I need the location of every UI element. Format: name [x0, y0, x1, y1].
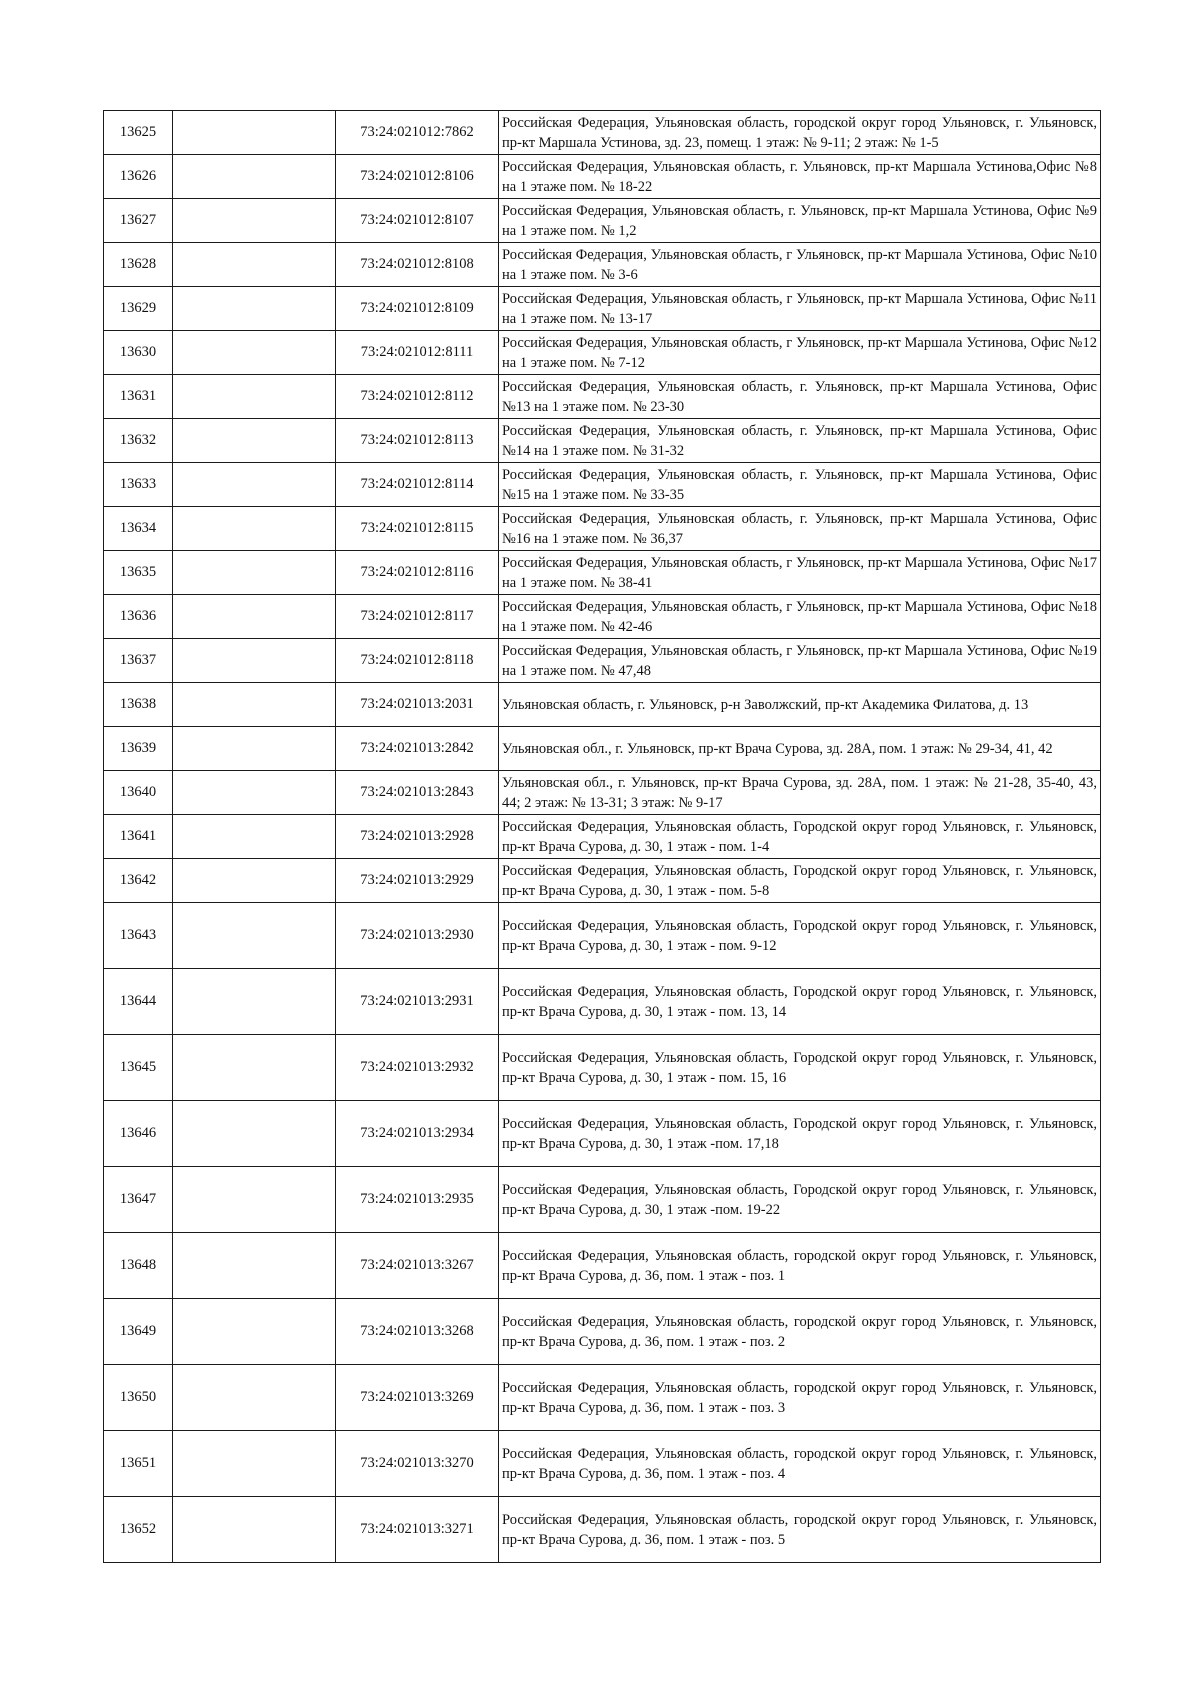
row-number-cell: 13636	[104, 595, 173, 639]
address-cell: Российская Федерация, Ульяновская область, г Ульяновск, пр-кт Маршала Устинова, Офис №19 на 1 этаже пом. № 47,48	[499, 639, 1101, 683]
cadastral-number-cell: 73:24:021012:8107	[336, 199, 499, 243]
address-cell: Ульяновская обл., г. Ульяновск, пр-кт Врача Сурова, зд. 28А, пом. 1 этаж: № 21-28, 35-40, 43, 44; 2 этаж: № 13-31; 3 этаж: № 9-17	[499, 771, 1101, 815]
address-cell: Российская Федерация, Ульяновская область, г Ульяновск, пр-кт Маршала Устинова, Офис №11 на 1 этаже пом. № 13-17	[499, 287, 1101, 331]
row-number-cell: 13652	[104, 1497, 173, 1563]
table-row	[104, 859, 1101, 903]
cadastral-number-cell: 73:24:021012:8109	[336, 287, 499, 331]
cadastral-number-cell: 73:24:021013:3271	[336, 1497, 499, 1563]
cadastral-number-cell: 73:24:021013:2931	[336, 969, 499, 1035]
table-row	[104, 727, 1101, 771]
row-number-cell: 13649	[104, 1299, 173, 1365]
cadastral-number-cell: 73:24:021013:3268	[336, 1299, 499, 1365]
row-number-cell: 13638	[104, 683, 173, 727]
table-row	[104, 969, 1101, 1035]
cadastral-number-cell: 73:24:021012:8108	[336, 243, 499, 287]
empty-cell	[173, 1233, 336, 1299]
empty-cell	[173, 859, 336, 903]
row-number-cell: 13631	[104, 375, 173, 419]
empty-cell	[173, 243, 336, 287]
cadastral-number-cell: 73:24:021013:3269	[336, 1365, 499, 1431]
cadastral-number-cell: 73:24:021012:8113	[336, 419, 499, 463]
address-cell: Российская Федерация, Ульяновская область, г Ульяновск, пр-кт Маршала Устинова, Офис №12 на 1 этаже пом. № 7-12	[499, 331, 1101, 375]
table-row	[104, 155, 1101, 199]
row-number-cell: 13643	[104, 903, 173, 969]
row-number-cell: 13628	[104, 243, 173, 287]
row-number-cell: 13641	[104, 815, 173, 859]
row-number-cell: 13650	[104, 1365, 173, 1431]
address-cell: Российская Федерация, Ульяновская область, Городской округ город Ульяновск, г. Ульяновск, пр-кт Врача Сурова, д. 30, 1 этаж - пом. 5-8	[499, 859, 1101, 903]
empty-cell	[173, 1101, 336, 1167]
empty-cell	[173, 1365, 336, 1431]
registry-table-body	[104, 111, 1101, 1563]
table-row	[104, 111, 1101, 155]
table-row	[104, 287, 1101, 331]
row-number-cell: 13634	[104, 507, 173, 551]
row-number-cell: 13640	[104, 771, 173, 815]
table-row	[104, 1365, 1101, 1431]
row-number-cell: 13630	[104, 331, 173, 375]
empty-cell	[173, 683, 336, 727]
cadastral-number-cell: 73:24:021012:7862	[336, 111, 499, 155]
row-number-cell: 13644	[104, 969, 173, 1035]
cadastral-number-cell: 73:24:021012:8115	[336, 507, 499, 551]
cadastral-number-cell: 73:24:021012:8111	[336, 331, 499, 375]
cadastral-number-cell: 73:24:021013:2842	[336, 727, 499, 771]
empty-cell	[173, 903, 336, 969]
table-row	[104, 771, 1101, 815]
table-row	[104, 551, 1101, 595]
empty-cell	[173, 1299, 336, 1365]
row-number-cell: 13627	[104, 199, 173, 243]
table-row	[104, 639, 1101, 683]
table-row	[104, 1101, 1101, 1167]
cadastral-number-cell: 73:24:021013:2031	[336, 683, 499, 727]
empty-cell	[173, 463, 336, 507]
table-row	[104, 1035, 1101, 1101]
empty-cell	[173, 1035, 336, 1101]
table-row	[104, 1497, 1101, 1563]
address-cell: Российская Федерация, Ульяновская область, городской округ город Ульяновск, г. Ульяновск, пр-кт Маршала Устинова, зд. 23, помещ. 1 этаж: № 9-11; 2 этаж: № 1-5	[499, 111, 1101, 155]
row-number-cell: 13635	[104, 551, 173, 595]
address-cell: Российская Федерация, Ульяновская область, городской округ город Ульяновск, г. Ульяновск, пр-кт Врача Сурова, д. 36, пом. 1 этаж - поз. 2	[499, 1299, 1101, 1365]
row-number-cell: 13632	[104, 419, 173, 463]
cadastral-number-cell: 73:24:021012:8118	[336, 639, 499, 683]
row-number-cell: 13637	[104, 639, 173, 683]
address-cell: Российская Федерация, Ульяновская область, г. Ульяновск, пр-кт Маршала Устинова, Офис №16 на 1 этаже пом. № 36,37	[499, 507, 1101, 551]
empty-cell	[173, 111, 336, 155]
address-cell: Российская Федерация, Ульяновская область, Городской округ город Ульяновск, г. Ульяновск, пр-кт Врача Сурова, д. 30, 1 этаж -пом. 17,18	[499, 1101, 1101, 1167]
address-cell: Российская Федерация, Ульяновская область, городской округ город Ульяновск, г. Ульяновск, пр-кт Врача Сурова, д. 36, пом. 1 этаж - поз. 3	[499, 1365, 1101, 1431]
address-cell: Российская Федерация, Ульяновская область, Городской округ город Ульяновск, г. Ульяновск, пр-кт Врача Сурова, д. 30, 1 этаж - пом. 9-12	[499, 903, 1101, 969]
cadastral-number-cell: 73:24:021012:8116	[336, 551, 499, 595]
empty-cell	[173, 375, 336, 419]
empty-cell	[173, 727, 336, 771]
empty-cell	[173, 595, 336, 639]
cadastral-number-cell: 73:24:021013:2934	[336, 1101, 499, 1167]
empty-cell	[173, 551, 336, 595]
address-cell: Российская Федерация, Ульяновская область, г. Ульяновск, пр-кт Маршала Устинова, Офис №13 на 1 этаже пом. № 23-30	[499, 375, 1101, 419]
address-cell: Российская Федерация, Ульяновская область, Городской округ город Ульяновск, г. Ульяновск, пр-кт Врача Сурова, д. 30, 1 этаж -пом. 19-22	[499, 1167, 1101, 1233]
table-row	[104, 1431, 1101, 1497]
table-row	[104, 1233, 1101, 1299]
empty-cell	[173, 419, 336, 463]
table-row	[104, 595, 1101, 639]
row-number-cell: 13625	[104, 111, 173, 155]
registry-table	[103, 110, 1101, 1563]
address-cell: Российская Федерация, Ульяновская область, г. Ульяновск, пр-кт Маршала Устинова,Офис №8 на 1 этаже пом. № 18-22	[499, 155, 1101, 199]
address-cell: Российская Федерация, Ульяновская область, Городской округ город Ульяновск, г. Ульяновск, пр-кт Врача Сурова, д. 30, 1 этаж - пом. 15, 16	[499, 1035, 1101, 1101]
table-row	[104, 815, 1101, 859]
address-cell: Российская Федерация, Ульяновская область, городской округ город Ульяновск, г. Ульяновск, пр-кт Врача Сурова, д. 36, пом. 1 этаж - поз. 1	[499, 1233, 1101, 1299]
row-number-cell: 13629	[104, 287, 173, 331]
row-number-cell: 13645	[104, 1035, 173, 1101]
row-number-cell: 13626	[104, 155, 173, 199]
row-number-cell: 13646	[104, 1101, 173, 1167]
address-cell: Российская Федерация, Ульяновская область, г Ульяновск, пр-кт Маршала Устинова, Офис №18 на 1 этаже пом. № 42-46	[499, 595, 1101, 639]
empty-cell	[173, 331, 336, 375]
cadastral-number-cell: 73:24:021012:8106	[336, 155, 499, 199]
address-cell: Российская Федерация, Ульяновская область, г Ульяновск, пр-кт Маршала Устинова, Офис №10 на 1 этаже пом. № 3-6	[499, 243, 1101, 287]
cadastral-number-cell: 73:24:021012:8114	[336, 463, 499, 507]
address-cell: Ульяновская область, г. Ульяновск, р-н Заволжский, пр-кт Академика Филатова, д. 13	[499, 683, 1101, 727]
cadastral-number-cell: 73:24:021012:8112	[336, 375, 499, 419]
row-number-cell: 13648	[104, 1233, 173, 1299]
row-number-cell: 13639	[104, 727, 173, 771]
row-number-cell: 13642	[104, 859, 173, 903]
cadastral-number-cell: 73:24:021013:2930	[336, 903, 499, 969]
empty-cell	[173, 507, 336, 551]
cadastral-number-cell: 73:24:021013:2935	[336, 1167, 499, 1233]
cadastral-number-cell: 73:24:021013:2843	[336, 771, 499, 815]
empty-cell	[173, 199, 336, 243]
address-cell: Российская Федерация, Ульяновская область, Городской округ город Ульяновск, г. Ульяновск, пр-кт Врача Сурова, д. 30, 1 этаж - пом. 1-4	[499, 815, 1101, 859]
table-row	[104, 463, 1101, 507]
address-cell: Ульяновская обл., г. Ульяновск, пр-кт Врача Сурова, зд. 28А, пом. 1 этаж: № 29-34, 41, 42	[499, 727, 1101, 771]
row-number-cell: 13647	[104, 1167, 173, 1233]
row-number-cell: 13633	[104, 463, 173, 507]
cadastral-number-cell: 73:24:021013:3267	[336, 1233, 499, 1299]
address-cell: Российская Федерация, Ульяновская область, Городской округ город Ульяновск, г. Ульяновск, пр-кт Врача Сурова, д. 30, 1 этаж - пом. 13, 14	[499, 969, 1101, 1035]
empty-cell	[173, 639, 336, 683]
empty-cell	[173, 155, 336, 199]
address-cell: Российская Федерация, Ульяновская область, городской округ город Ульяновск, г. Ульяновск, пр-кт Врача Сурова, д. 36, пом. 1 этаж - поз. 4	[499, 1431, 1101, 1497]
table-row	[104, 331, 1101, 375]
cadastral-number-cell: 73:24:021012:8117	[336, 595, 499, 639]
table-row	[104, 683, 1101, 727]
cadastral-number-cell: 73:24:021013:2932	[336, 1035, 499, 1101]
table-row	[104, 1299, 1101, 1365]
address-cell: Российская Федерация, Ульяновская область, г. Ульяновск, пр-кт Маршала Устинова, Офис №9 на 1 этаже пом. № 1,2	[499, 199, 1101, 243]
address-cell: Российская Федерация, Ульяновская область, г. Ульяновск, пр-кт Маршала Устинова, Офис №15 на 1 этаже пом. № 33-35	[499, 463, 1101, 507]
table-row	[104, 419, 1101, 463]
table-row	[104, 1167, 1101, 1233]
cadastral-number-cell: 73:24:021013:2929	[336, 859, 499, 903]
table-row	[104, 243, 1101, 287]
cadastral-number-cell: 73:24:021013:3270	[336, 1431, 499, 1497]
table-row	[104, 903, 1101, 969]
table-row	[104, 199, 1101, 243]
row-number-cell: 13651	[104, 1431, 173, 1497]
cadastral-number-cell: 73:24:021013:2928	[336, 815, 499, 859]
address-cell: Российская Федерация, Ульяновская область, городской округ город Ульяновск, г. Ульяновск, пр-кт Врача Сурова, д. 36, пом. 1 этаж - поз. 5	[499, 1497, 1101, 1563]
empty-cell	[173, 1167, 336, 1233]
empty-cell	[173, 771, 336, 815]
empty-cell	[173, 1431, 336, 1497]
address-cell: Российская Федерация, Ульяновская область, г. Ульяновск, пр-кт Маршала Устинова, Офис №14 на 1 этаже пом. № 31-32	[499, 419, 1101, 463]
table-row	[104, 507, 1101, 551]
table-row	[104, 375, 1101, 419]
empty-cell	[173, 287, 336, 331]
empty-cell	[173, 1497, 336, 1563]
empty-cell	[173, 969, 336, 1035]
empty-cell	[173, 815, 336, 859]
address-cell: Российская Федерация, Ульяновская область, г Ульяновск, пр-кт Маршала Устинова, Офис №17 на 1 этаже пом. № 38-41	[499, 551, 1101, 595]
